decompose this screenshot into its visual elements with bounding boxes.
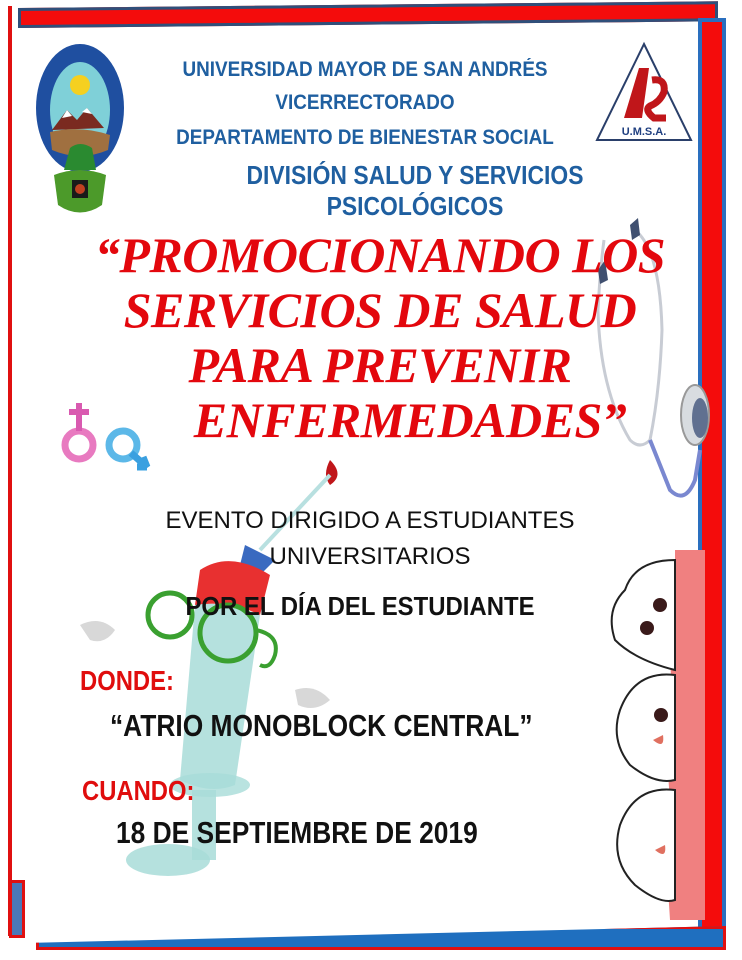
department-name: DEPARTAMENTO DE BIENESTAR SOCIAL (176, 126, 554, 149)
bottom-frame-bar (36, 926, 726, 950)
svg-text:U.M.S.A.: U.M.S.A. (621, 126, 667, 138)
university-name: UNIVERSIDAD MAYOR DE SAN ANDRÉS (182, 58, 548, 81)
top-frame-bar (18, 1, 718, 28)
date-label: CUANDO: (82, 775, 195, 806)
event-line-1: EVENTO DIRIGIDO A ESTUDIANTES (165, 507, 575, 534)
title-line-1: “PROMOCIONANDO LOS (94, 227, 666, 283)
location-label: DONDE: (80, 665, 174, 696)
date-value: 18 DE SEPTIEMBRE DE 2019 (116, 815, 478, 850)
title-line-4: ENFERMEDADES” (193, 392, 627, 448)
left-frame-bar (9, 880, 25, 938)
left-frame-line (8, 6, 12, 936)
division-name: DIVISIÓN SALUD Y SERVICIOS PSICOLÓGICOS (246, 160, 584, 221)
bienestar-social-logo-icon (594, 40, 694, 145)
title-line-2: SERVICIOS DE SALUD (123, 282, 637, 338)
vicerrectorado: VICERRECTORADO (275, 91, 455, 114)
university-seal-icon (32, 40, 132, 220)
event-audience (60, 503, 680, 575)
title-line-3: PARA PREVENIR (188, 337, 572, 393)
event-occasion: POR EL DÍA DEL ESTUDIANTE (185, 591, 535, 621)
event-line-2: UNIVERSITARIOS (269, 543, 471, 570)
event-title (40, 228, 720, 448)
location-value: “ATRIO MONOBLOCK CENTRAL” (110, 708, 533, 743)
